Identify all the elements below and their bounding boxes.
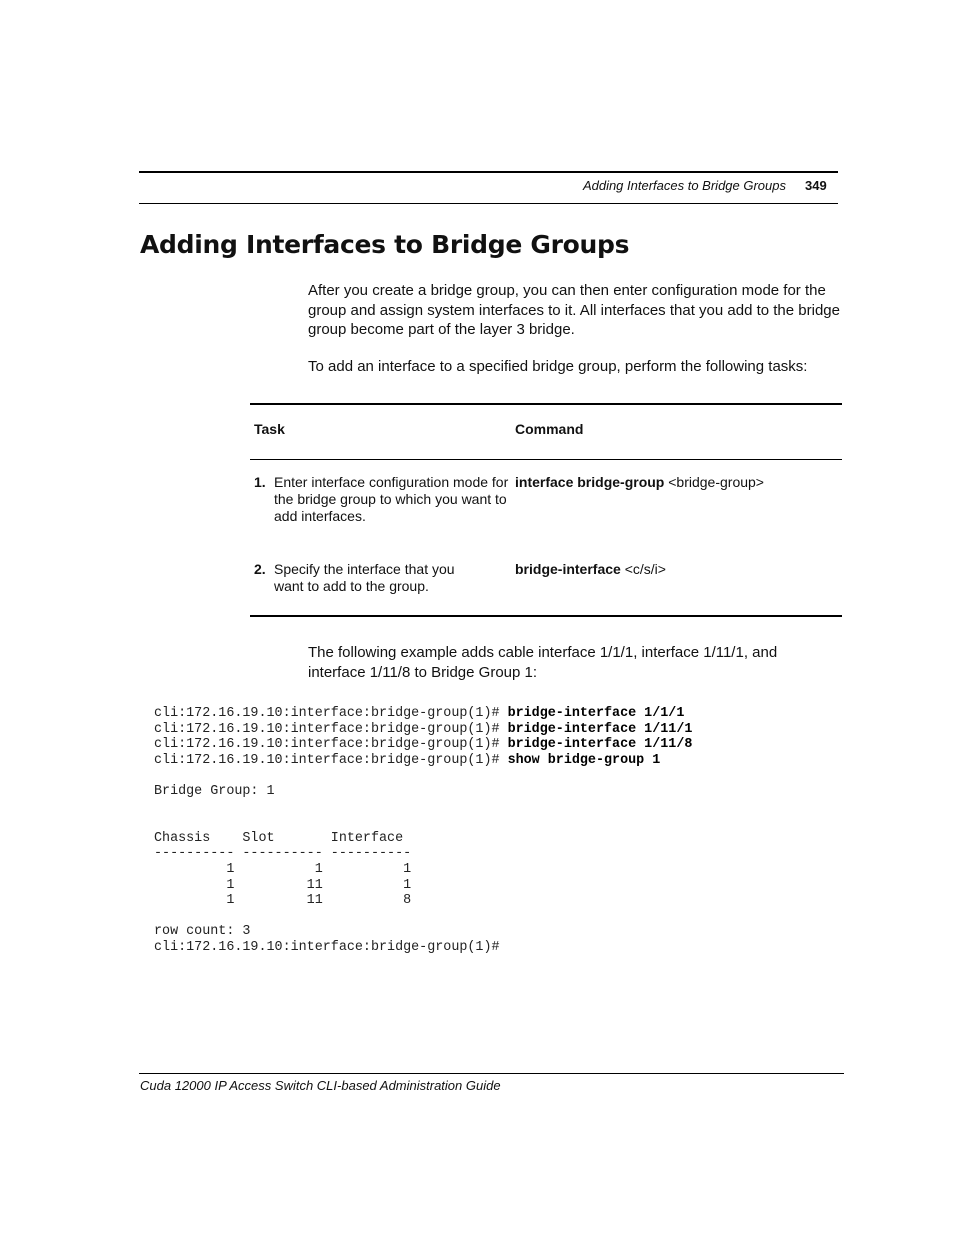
cli-prompt: cli:172.16.19.10:interface:bridge-group(1)#	[154, 706, 508, 721]
code-line	[154, 706, 684, 721]
step-command	[515, 561, 666, 577]
output-line: Bridge Group: 1	[154, 783, 275, 799]
table-header-command: Command	[515, 421, 584, 437]
step-command	[515, 474, 764, 490]
running-title: Adding Interfaces to Bridge Groups	[582, 178, 786, 193]
output-line: 1 11 8	[154, 893, 412, 909]
output-line: cli:172.16.19.10:interface:bridge-group(1)#	[154, 939, 500, 955]
section-title: Adding Interfaces to Bridge Groups	[140, 230, 630, 259]
output-line: Chassis Slot Interface	[154, 830, 404, 846]
cli-command: bridge-interface 1/11/1	[507, 721, 693, 737]
code-line	[154, 753, 660, 768]
step-number: 1.	[254, 474, 266, 490]
page-number: 349	[805, 178, 827, 193]
table-header-task: Task	[254, 421, 285, 437]
output-line: row count: 3	[154, 924, 251, 940]
table-header-rule	[250, 459, 842, 460]
step-task: Enter interface configuration mode for the bridge group to which you want to add interfaces.	[274, 474, 509, 524]
code-example	[154, 706, 692, 956]
footer-rule	[139, 1073, 844, 1074]
cli-command: bridge-interface 1/11/8	[507, 737, 693, 753]
step-task: Specify the interface that you want to add to the group.	[274, 561, 455, 594]
cli-command: bridge-interface 1/1/1	[507, 706, 685, 721]
output-line: 1 11 1	[154, 877, 412, 893]
command-keyword: interface bridge-group	[515, 474, 665, 490]
cli-prompt: cli:172.16.19.10:interface:bridge-group(1)#	[154, 752, 508, 768]
code-line	[154, 737, 692, 752]
command-argument: <c/s/i>	[620, 561, 666, 577]
cli-command: show bridge-group 1	[507, 752, 661, 768]
intro-paragraph-1: After you create a bridge group, you can then enter configuration mode for the group and assign system interfaces to it. All interfaces that you add to the bridge group become part of the layer 3 bridge.	[308, 282, 840, 338]
header-bottom-rule	[139, 203, 838, 204]
cli-prompt: cli:172.16.19.10:interface:bridge-group(1)#	[154, 737, 508, 753]
command-argument: <bridge-group>	[664, 474, 764, 490]
cli-prompt: cli:172.16.19.10:interface:bridge-group(1)#	[154, 721, 508, 737]
table-top-rule	[250, 403, 842, 405]
command-keyword: bridge-interface	[515, 561, 621, 577]
table-bottom-rule	[250, 615, 842, 617]
footer-title: Cuda 12000 IP Access Switch CLI-based Administration Guide	[140, 1078, 501, 1093]
output-line: ---------- ---------- ----------	[154, 846, 412, 862]
step-number: 2.	[254, 561, 266, 577]
intro-paragraph-2: To add an interface to a specified bridge group, perform the following tasks:	[308, 358, 808, 375]
header-top-rule	[139, 171, 838, 173]
code-line	[154, 722, 692, 737]
example-intro: The following example adds cable interface 1/1/1, interface 1/11/1, and interface 1/11/8 to Bridge Group 1:	[308, 644, 778, 681]
output-line: 1 1 1	[154, 861, 412, 877]
